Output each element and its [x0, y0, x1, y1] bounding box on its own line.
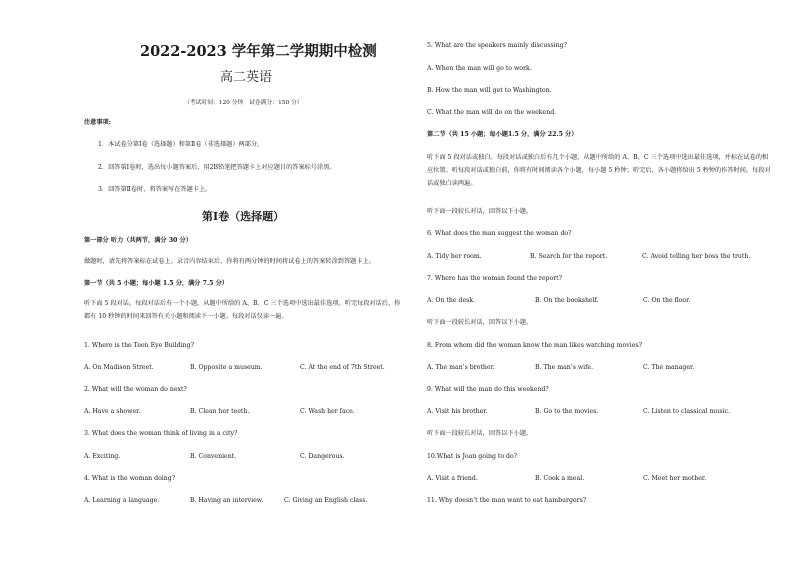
section2-heading: 第二节（共 15 小题；每小题1.5 分，满分 22.5 分）	[427, 131, 578, 138]
section2-intro: 听下面 5 段对话或独白。每段对话或独白后有几个小题，从题中所给的 A、B、C 三个选项中选出最佳选项，并标在试卷的相应位置。听每段对话或独白前，你将有时间阅读各个小题，每小题 5 秒钟；听完后，各小题将给出 5 秒钟的作答时间。每段对话或独白读两遍。	[427, 154, 771, 187]
question-text: 10.What is Joan going to do?	[427, 453, 518, 460]
option-a: A. On Madison Street.	[84, 364, 154, 371]
option-c: C. At the end of 7th Street.	[300, 364, 385, 371]
option-a: A. When the man will go to work.	[427, 65, 532, 72]
listening-prompt: 听下面一段较长对话，回答以下小题。	[427, 208, 533, 215]
option-b: B. Search for the report.	[530, 253, 608, 260]
page-title: 2022-2023 学年第二学期期中检测	[140, 43, 377, 60]
option-b: B. Opposite a museum.	[190, 364, 263, 371]
option-c: C. Avoid telling her boss the truth.	[642, 253, 751, 260]
notes-heading: 注意事项:	[84, 119, 112, 126]
question-text: 1. Where is the Teen Eye Building?	[84, 342, 194, 349]
option-c: C. Wash her face.	[300, 408, 355, 415]
option-b: B. The man’s wife.	[535, 364, 594, 371]
option-a: A. Visit his brother.	[427, 408, 488, 415]
option-b: B. How the man will get to Washington.	[427, 87, 552, 94]
section1-heading: 第一节（共 5 小题；每小题 1.5 分，满分 7.5 分）	[84, 280, 228, 287]
question-text: 7. Where has the woman found the report?	[427, 275, 562, 282]
question-text: 3. What does the woman think of living in a city?	[84, 430, 238, 437]
question-text: 9. What will the man do this weekend?	[427, 386, 549, 393]
listening-prompt: 听下面一段较长对话，回答以下小题。	[427, 430, 533, 437]
question-text: 2. What will the woman do next?	[84, 386, 187, 393]
option-a: A. Exciting.	[84, 453, 121, 460]
question-text: 5. What are the speakers mainly discussing?	[427, 42, 567, 49]
section1-intro: 听下面 5 段对话。每段对话后有一个小题，从题中所给的 A、B、C 三个选项中选出最佳选项。听完每段对话后，你都有 10 秒钟的时间来回答有关小题和阅读下一小题。每段对话仅读一遍。	[84, 300, 401, 320]
part1-heading: 第一部分 听力（共两节，满分 30 分）	[84, 237, 192, 244]
option-a: A. Have a shower.	[84, 408, 141, 415]
exam-meta: （考试时间：120 分钟 试卷满分：150 分）	[184, 100, 303, 106]
option-c: C. On the floor.	[643, 297, 691, 304]
option-c: C. Giving an English class.	[284, 497, 368, 504]
option-b: B. Convenient.	[190, 453, 237, 460]
note-item: 1．本试卷分第Ⅰ卷（选择题）和第Ⅱ卷（非选择题）两部分。	[98, 141, 264, 148]
option-a: A. On the desk.	[427, 297, 476, 304]
question-text: 4. What is the woman doing?	[84, 475, 176, 482]
option-a: A. Learning a language.	[84, 497, 160, 504]
question-text: 11. Why doesn’t the man want to eat hamburgers?	[427, 497, 587, 504]
question-text: 6. What does the man suggest the woman do?	[427, 230, 572, 237]
option-c: C. Listen to classical music.	[643, 408, 730, 415]
note-item: 2．回答第Ⅰ卷时，选出每小题答案后，用2B铅笔把答题卡上对应题目的答案标号涂黑。	[98, 164, 336, 171]
option-b: B. Clean her teeth.	[190, 408, 250, 415]
page-subtitle: 高二英语	[220, 70, 273, 85]
option-c: C. Meet her mother.	[643, 475, 707, 482]
option-b: B. Cook a meal.	[535, 475, 585, 482]
option-c: C. The manager.	[643, 364, 695, 371]
option-b: B. Go to the movies.	[535, 408, 599, 415]
option-a: A. Visit a friend.	[427, 475, 478, 482]
part1-intro: 做题时，请先将答案标在试卷上。录音内容结束后，你将有两分钟的时间将试卷上的答案转涂到答题卡上。	[84, 258, 375, 265]
option-c: C. What the man will do on the weekend.	[427, 109, 557, 116]
option-b: B. On the bookshelf.	[535, 297, 599, 304]
volume-title: 第Ⅰ卷（选择题）	[202, 210, 285, 223]
question-text: 8. From whom did the woman know the man likes watching movies?	[427, 342, 642, 349]
option-b: B. Having an interview.	[190, 497, 264, 504]
listening-prompt: 听下面一段较长对话，回答以下小题。	[427, 319, 533, 326]
option-a: A. The man’s brother.	[427, 364, 495, 371]
note-item: 3．回答第Ⅱ卷时，将答案写在答题卡上。	[98, 186, 212, 193]
option-c: C. Dangerous.	[300, 453, 345, 460]
option-a: A. Tidy her room.	[427, 253, 482, 260]
